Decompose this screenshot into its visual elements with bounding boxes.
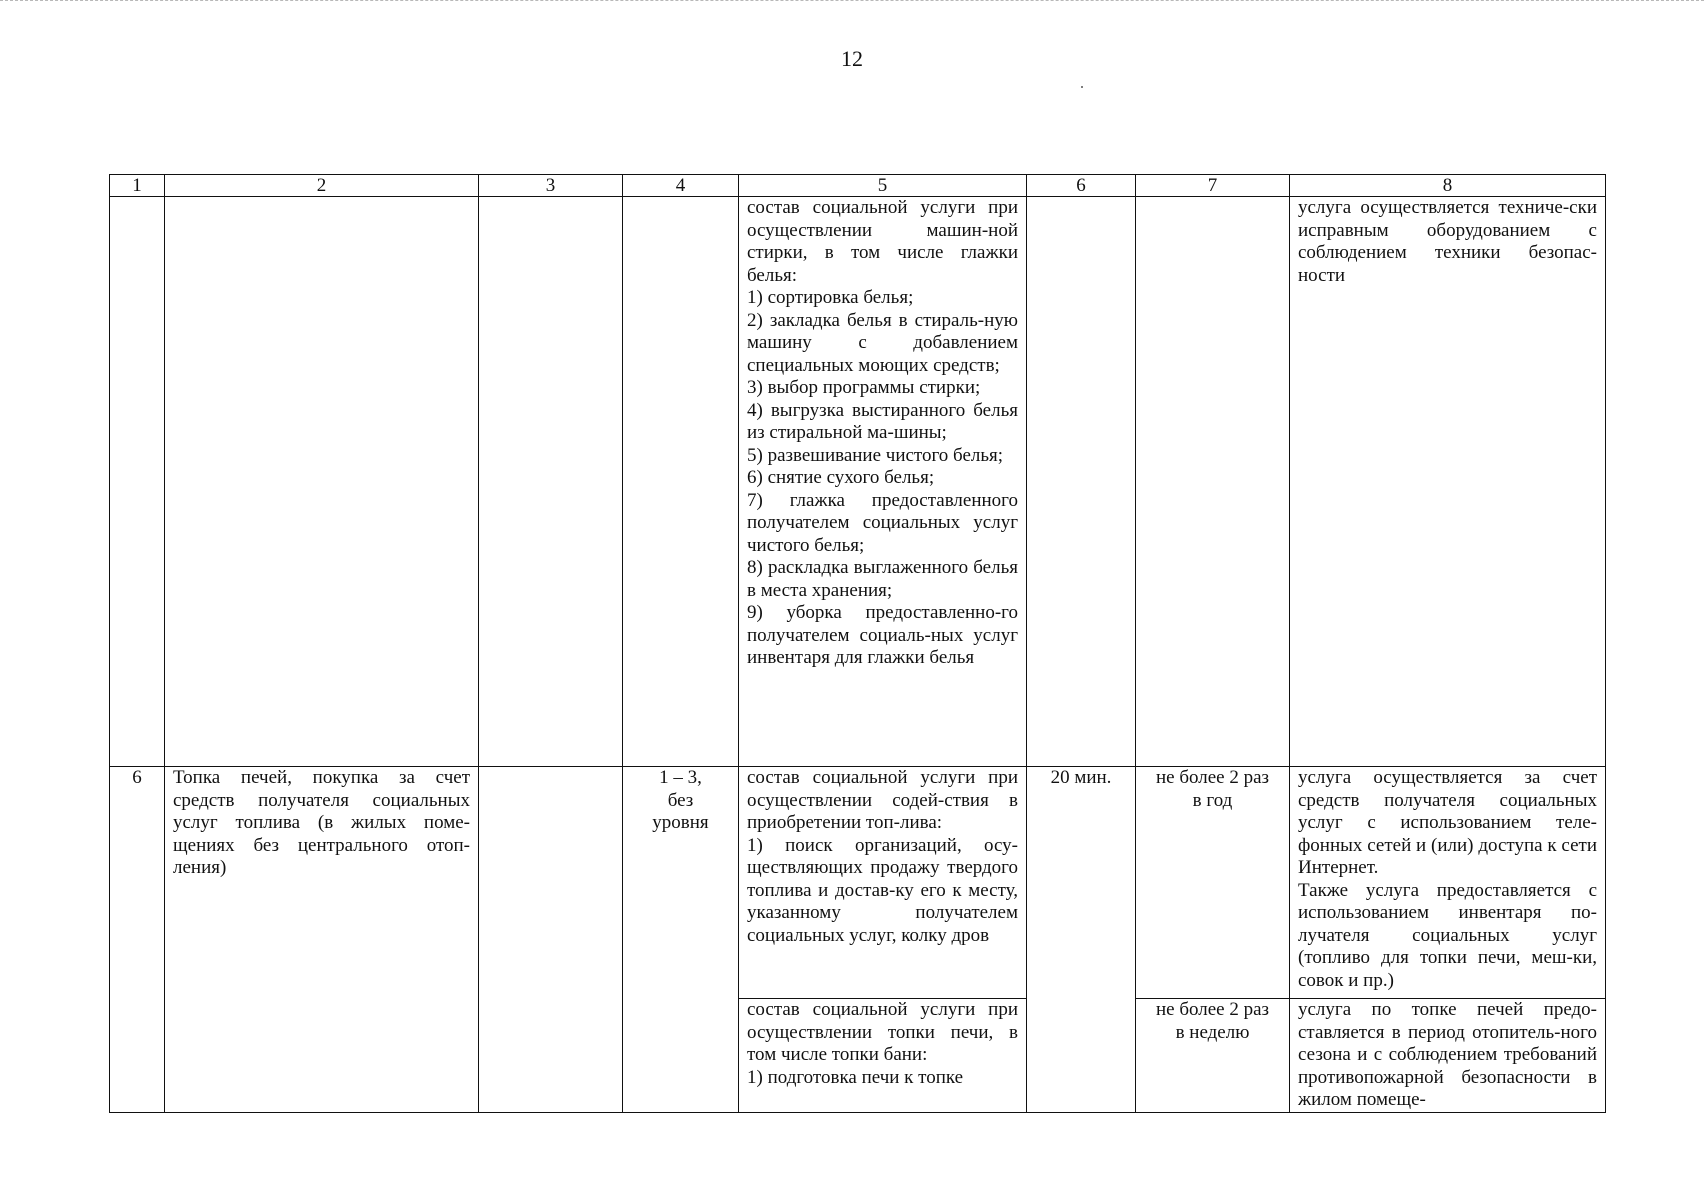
column-header: 8	[1290, 175, 1606, 197]
scan-speck	[1081, 86, 1083, 88]
column-header: 4	[623, 175, 739, 197]
cell-empty	[1027, 197, 1136, 767]
service-conditions-stove-heating: услуга по топке печей предо-ставляется в период отопитель-ного сезона и с соблюдением требований противопожарной безопасности в жилом помеще-	[1290, 999, 1606, 1113]
service-conditions-laundry: услуга осуществляется техниче-ски исправным оборудованием с соблюдением техники безопас-ности	[1290, 197, 1606, 767]
table-row-6-a	[110, 767, 1606, 999]
service-time: 20 мин.	[1027, 767, 1136, 1113]
column-header: 7	[1136, 175, 1290, 197]
service-level: 1 – 3, без уровня	[623, 767, 739, 1113]
service-frequency: не более 2 раз в год	[1136, 767, 1290, 999]
row-number: 6	[110, 767, 165, 1113]
service-composition-stove-heating: состав социальной услуги при осуществлении топки печи, в том числе топки бани: 1) подготовка печи к топке	[739, 999, 1027, 1113]
column-number-row	[110, 175, 1606, 197]
column-header: 5	[739, 175, 1027, 197]
scan-edge	[0, 0, 1704, 4]
service-composition-laundry: состав социальной услуги при осуществлении машин-ной стирки, в том числе глажки белья: 1) сортировка белья; 2) закладка белья в стираль-ную машину с добавлением специальных моющих средств; 3) выбор программы стирки; 4) выгрузка выстиранного белья из стиральной ма-шины; 5) развешивание чистого белья; 6) снятие сухого белья; 7) глажка предоставленного получателем социальных услуг чистого белья; 8) раскладка выглаженного белья в места хранения; 9) уборка предоставленно-го получателем социаль-ных услуг инвентаря для глажки белья	[739, 197, 1027, 767]
services-table	[109, 174, 1606, 1113]
column-header: 2	[165, 175, 479, 197]
column-header: 6	[1027, 175, 1136, 197]
cell-empty	[479, 767, 623, 1113]
service-name: Топка печей, покупка за счет средств получателя социальных услуг топлива (в жилых поме-щениях без центрального отоп-ления)	[165, 767, 479, 1113]
cell-empty	[110, 197, 165, 767]
column-header: 1	[110, 175, 165, 197]
service-conditions-fuel-purchase: услуга осуществляется за счет средств получателя социальных услуг с использованием теле-фонных сетей и (или) доступа к сети Интернет. Также услуга предоставляется с использованием инвентаря по-лучателя социальных услуг (топливо для топки печи, меш-ки, совок и пр.)	[1290, 767, 1606, 999]
service-composition-fuel-purchase: состав социальной услуги при осуществлении содей-ствия в приобретении топ-лива: 1) поиск организаций, осу-ществляющих продажу твердого топлива и достав-ку его к месту, указанному получателем социальных услуг, колку дров	[739, 767, 1027, 999]
cell-empty	[623, 197, 739, 767]
cell-empty	[1136, 197, 1290, 767]
cell-empty	[479, 197, 623, 767]
column-header: 3	[479, 175, 623, 197]
cell-empty	[165, 197, 479, 767]
page-number: 12	[841, 46, 863, 71]
table-row-continued	[110, 197, 1606, 767]
service-frequency: не более 2 раз в неделю	[1136, 999, 1290, 1113]
